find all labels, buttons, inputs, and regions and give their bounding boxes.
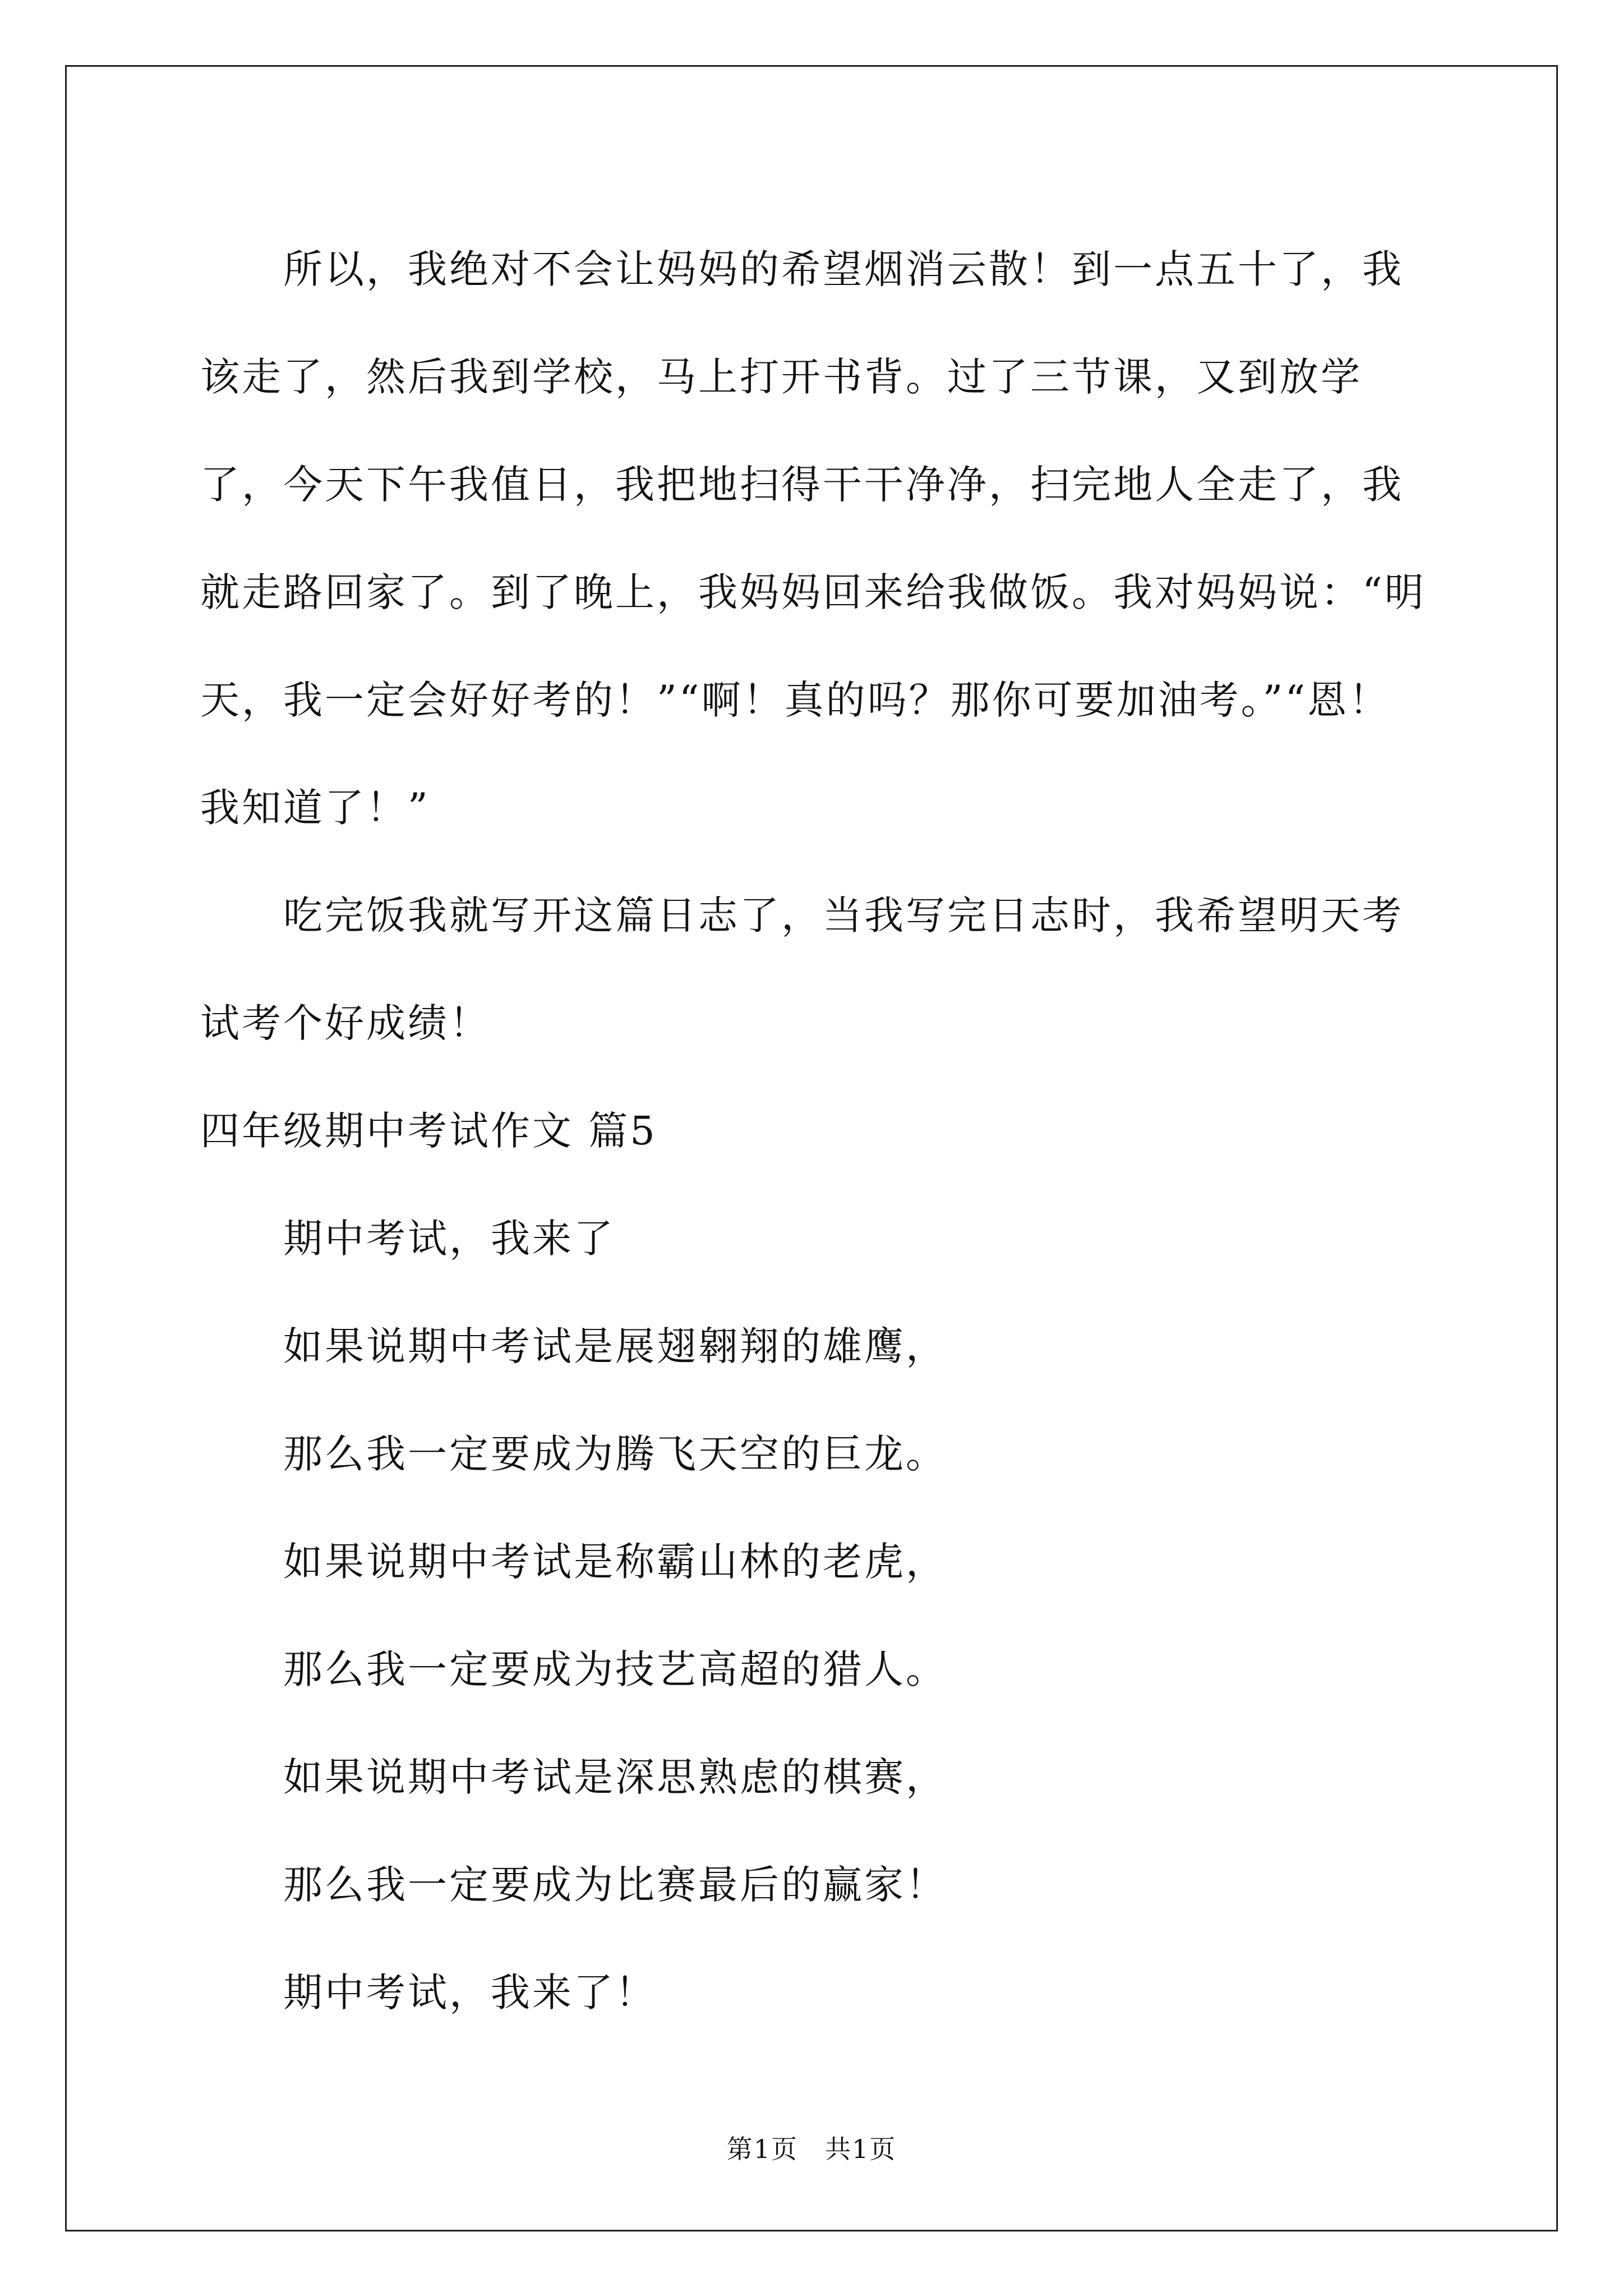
section-heading: 四年级期中考试作文 篇5 [200, 1108, 657, 1154]
poem-line: 那么我一定要成为技艺高超的猎人。 [283, 1646, 947, 1692]
poem-line: 如果说期中考试是展翅翱翔的雄鹰， [283, 1323, 947, 1369]
poem-line: 那么我一定要成为腾飞天空的巨龙。 [283, 1431, 947, 1477]
poem-line: 那么我一定要成为比赛最后的赢家！ [283, 1862, 947, 1908]
paragraph-2: 吃完饭我就写开这篇日志了，当我写完日志时，我希望明天考试考个好成绩！ [200, 892, 1404, 1046]
poem-line: 期中考试，我来了！ [283, 1970, 657, 2016]
page-footer: 第1页 共1页 [726, 2134, 897, 2164]
poem-line: 如果说期中考试是称霸山林的老虎， [283, 1539, 947, 1585]
poem-line: 期中考试，我来了 [283, 1216, 615, 1262]
paragraph-1: 所以，我绝对不会让妈妈的希望烟消云散！到一点五十了，我该走了，然后我到学校，马上打开书背。过了三节课，又到放学了，今天下午我值日，我把地扫得干干净净，扫完地人全走了，我就走路回家了。到了晚上，我妈妈回来给我做饭。我对妈妈说：“明天，我一定会好好考的！”“啊！真的吗？那你可要加油考。”“恩！我知道了！” [200, 246, 1426, 831]
document-body [200, 215, 1428, 2046]
poem-line: 如果说期中考试是深思熟虑的棋赛， [283, 1754, 947, 1800]
